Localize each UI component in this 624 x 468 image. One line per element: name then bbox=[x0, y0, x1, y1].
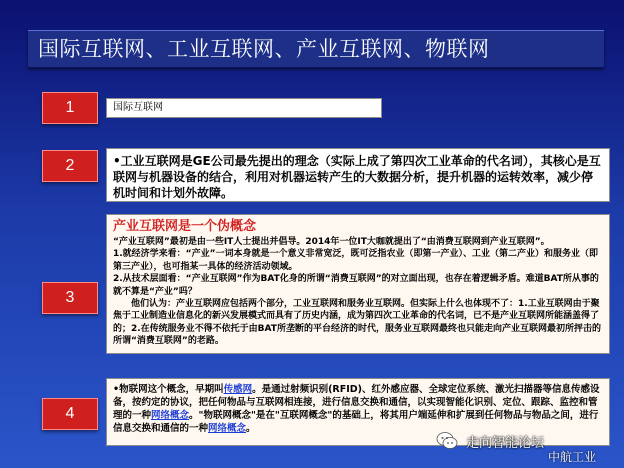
section-box-2 bbox=[106, 148, 610, 202]
network-concept-link[interactable]: 网络概念 bbox=[208, 423, 247, 434]
network-concept-link[interactable]: 网络概念 bbox=[151, 410, 190, 421]
section-3-paragraph: 2.从技术层面看：“产业互联网”作为BAT化身的所谓“消费互联网”的对立面出现，也存在着逻辑矛盾。难道BAT所从事的就不算是“产业”吗？ bbox=[113, 274, 599, 297]
wechat-bubble-icon bbox=[436, 430, 458, 452]
slide-title-bar bbox=[28, 30, 604, 68]
section-number-4: 4 bbox=[42, 398, 98, 430]
section-4-text: 。是通过射频识别(RFID)、红外感应器、全球定位系统、激光扫描器等信息传感设备，按约定的协议，把任何物品与互联网相连接，进行信息交换和通信，以实现智能化识别、定位、跟踪、监控和管理的一种 bbox=[113, 384, 600, 421]
section-3-paragraph: 1.就经济学来看：“产业”一词本身就是一个意义非常宽泛，既可泛指农业（即第一产业）、工业（第二产业）和服务业（即第三产业），也可指某一具体的经济活动领域。 bbox=[113, 249, 599, 272]
section-box-1 bbox=[106, 98, 382, 118]
section-number-2: 2 bbox=[42, 150, 98, 182]
watermark-text: 走向智能论坛 bbox=[466, 436, 545, 451]
sensor-network-link[interactable]: 传感网 bbox=[223, 384, 253, 395]
section-number-1: 1 bbox=[42, 92, 98, 124]
section-2-text: •工业互联网是GE公司最先提出的理念（实际上成了第四次工业革命的代名词），其核心是互联网与机器设备的结合，利用对机器运转产生的大数据分析，提升机器的运转效率，减少停机时间和计划外故障。 bbox=[113, 154, 601, 200]
section-1-text: 国际互联网 bbox=[113, 102, 163, 113]
slide-title: 国际互联网、工业互联网、产业互联网、物联网 bbox=[38, 37, 490, 61]
section-number-3: 3 bbox=[42, 282, 98, 314]
section-3-paragraph: 他们认为：产业互联网应包括两个部分，工业互联网和服务业互联网。但实际上什么也体现不了：1.工业互联网由于聚焦于工业制造业信息化的新兴发展模式而具有了历史内涵，成为第四次工业革命的代名词，已不是产业互联网所能涵盖得了的；2.在传统服务业不得不依托于由BAT所垄断的平台经济的时代，服务业互联网最终也只能走向产业互联网最初所抨击的所谓“消费互联网”的老路。 bbox=[113, 299, 601, 347]
section-box-3 bbox=[106, 214, 610, 354]
section-4-text: 。 bbox=[246, 423, 256, 434]
section-4-text: 。"物联网概念"是在"互联网概念"的基础上，将其用户端延伸和扩展到任何物品与物品之间，进行信息交换和通信的一种 bbox=[113, 410, 599, 434]
section-4-text: •物联网这个概念，早期叫 bbox=[113, 384, 224, 395]
section-3-heading: 产业互联网是一个伪概念 bbox=[113, 219, 257, 234]
section-3-paragraph: “产业互联网”最初是由一些IT人士提出并倡导。2014年一位IT大咖就提出了“由消费互联网到产业互联网”。 bbox=[113, 237, 550, 247]
watermark-logo-text: 中航工业 bbox=[548, 450, 597, 464]
